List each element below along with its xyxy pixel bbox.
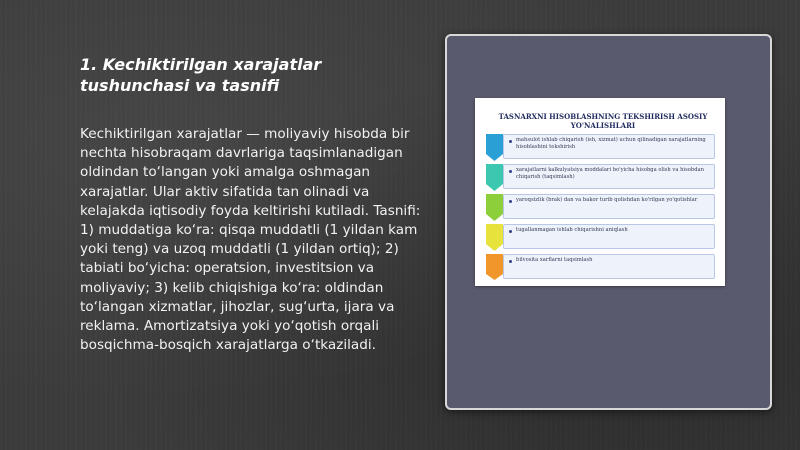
diagram-row-text: bilvosita xarflarni taqsimlash (516, 257, 593, 263)
diagram-row (503, 224, 715, 249)
diagram-row (503, 164, 715, 189)
chevron-arrow-4 (486, 224, 503, 251)
diagram-row-text: tugallanmagan ishlab chiqarishni aniqlash (516, 227, 628, 233)
chevron-arrow-2 (486, 164, 503, 191)
diagram-title: TASNARXNI HISOBLASHNING TEKSHIRISH ASOSIY YO'NALISHLARI (498, 112, 708, 130)
diagram-row-text: mahsulot ishlab chiqarish (ish, xizmat) uchun qilinadigan xarajatlarning hisoblashini tekshirish (516, 137, 706, 150)
slide-title-line-1: 1. Kechiktirilgan xarajatlar (80, 55, 322, 74)
chevron-arrow-3 (486, 194, 503, 221)
diagram-row (503, 254, 715, 279)
bullet-icon (509, 230, 512, 233)
bullet-icon (509, 170, 512, 173)
diagram-row (503, 194, 715, 219)
diagram-row (503, 134, 715, 159)
slide-body-text: Kechiktirilgan xarajatlar — moliyaviy hisobda bir nechta hisobraqam davrlariga taqsimlanadigan oldindan to‘langan yoki amalga oshmagan xarajatlar. Ular aktiv sifatida tan olinadi va kelajakda iqtisodiy foyda keltirishi kutiladi. Tasnifi: 1) muddatiga ko‘ra: qisqa muddatli (1 yildan kam yoki teng) va uzoq muddatli (1 yildan ortiq); 2) tabiati bo‘yicha: operatsion, investitsion va moliyaviy; 3) kelib chiqishiga ko‘ra: oldindan to‘langan xizmatlar, jihozlar, sug‘urta, ijara va reklama. Amortizatsiya yoki yo‘qotish orqali bosqichma-bosqich xarajatlarga o‘tkaziladi. (80, 126, 421, 354)
bullet-icon (509, 140, 512, 143)
diagram-image (475, 98, 725, 286)
bullet-icon (509, 260, 512, 263)
diagram-row-text: yaroqsizlik (brak) dan va bakor turib qolishdan ko'rilgan yo'qotishlar (516, 197, 698, 203)
bullet-icon (509, 200, 512, 203)
chevron-arrow-5 (486, 254, 503, 280)
chevron-arrow-1 (486, 134, 503, 161)
diagram-row-text: xarajatlarni kalkulyatsiya moddalari bo'yicha hisobga olish va hisobdan chiqarish (taqsimlash) (516, 167, 704, 180)
slide-title-line-2: tushunchasi va tasnifi (80, 76, 280, 95)
slide-title (80, 54, 380, 96)
